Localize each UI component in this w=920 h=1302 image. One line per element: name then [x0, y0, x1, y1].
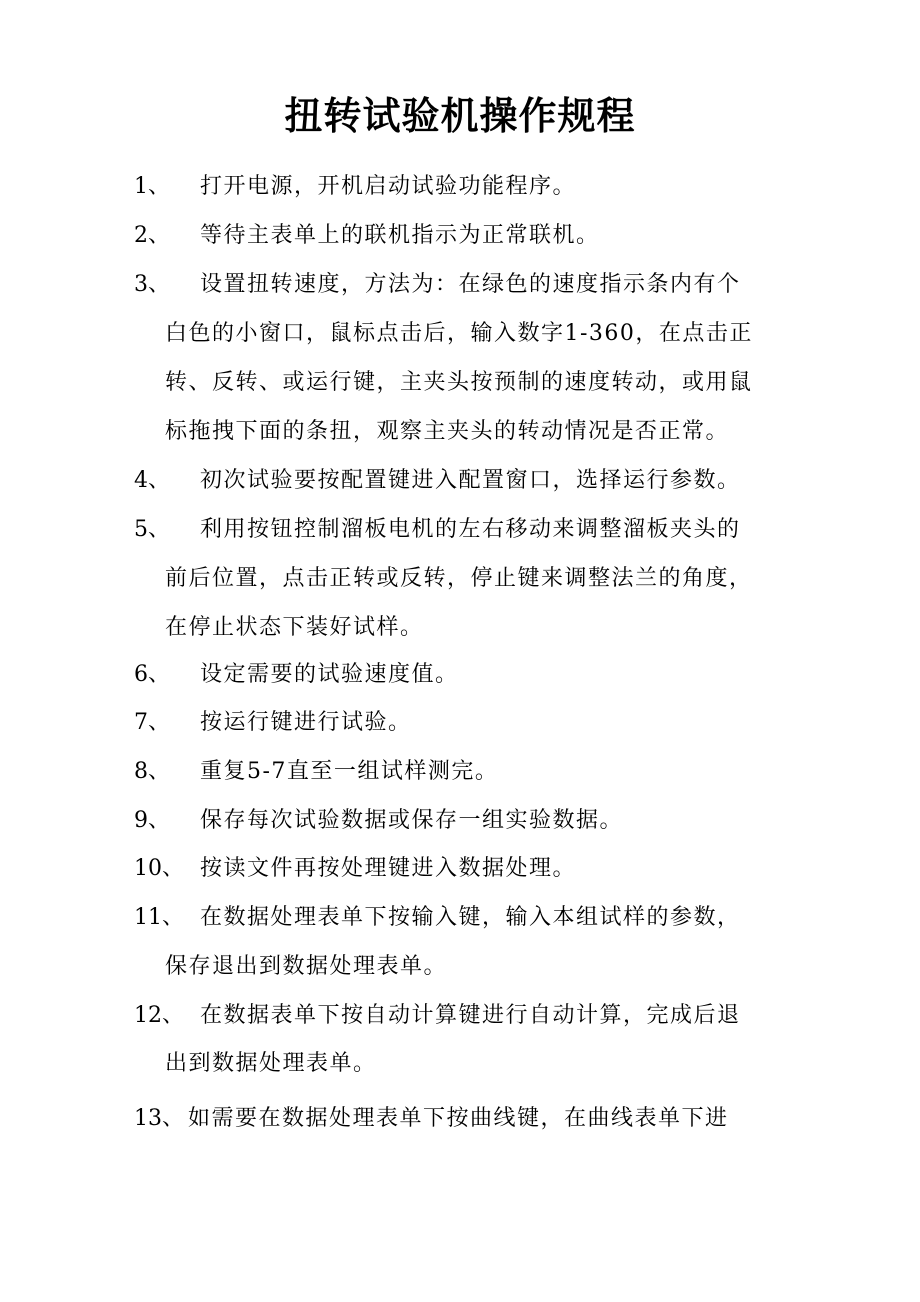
step-text: 打开电源，开机启动试验功能程序。 — [200, 174, 577, 199]
step-text: 白色的小窗口，鼠标点击后，输入数字1-360，在点击正 — [165, 321, 753, 346]
step-text: 等待主表单上的联机指示为正常联机。 — [200, 223, 600, 248]
step-text: 前后位置，点击正转或反转，停止键来调整法兰的角度， — [165, 566, 753, 591]
step-text: 在数据表单下按自动计算键进行自动计算，完成后退 — [200, 1003, 741, 1028]
step-text: 保存退出到数据处理表单。 — [165, 954, 448, 979]
step-number: 10、 — [134, 856, 184, 881]
step-text: 在数据处理表单下按输入键，输入本组试样的参数， — [200, 905, 741, 930]
step-text: 标拖拽下面的条扭，观察主夹头的转动情况是否正常。 — [165, 419, 730, 444]
step-text: 保存每次试验数据或保存一组实验数据。 — [200, 808, 624, 833]
step-number: 9、 — [134, 808, 170, 833]
document-title: 扭转试验机操作规程 — [284, 94, 636, 138]
step-text: 按运行键进行试验。 — [200, 710, 412, 735]
step-text: 如需要在数据处理表单下按曲线键，在曲线表单下进 — [188, 1106, 729, 1131]
step-number: 3、 — [134, 272, 170, 297]
step-text: 重复5-7直至一组试样测完。 — [200, 759, 499, 784]
step-text: 转、反转、或运行键，主夹头按预制的速度转动，或用鼠 — [165, 370, 753, 395]
step-text: 按读文件再按处理键进入数据处理。 — [200, 856, 577, 881]
step-number: 8、 — [134, 759, 170, 784]
step-text: 出到数据处理表单。 — [165, 1051, 377, 1076]
step-text: 在停止状态下装好试样。 — [165, 615, 424, 640]
step-number: 5、 — [134, 517, 170, 542]
step-number: 6、 — [134, 662, 170, 687]
step-number: 7、 — [134, 710, 170, 735]
step-text: 利用按钮控制溜板电机的左右移动来调整溜板夹头的 — [200, 517, 741, 542]
step-text: 设定需要的试验速度值。 — [200, 662, 459, 687]
step-number: 4、 — [134, 468, 170, 493]
step-number: 2、 — [134, 223, 170, 248]
step-text: 设置扭转速度，方法为：在绿色的速度指示条内有个 — [200, 272, 741, 297]
step-text: 初次试验要按配置键进入配置窗口，选择运行参数。 — [200, 468, 741, 493]
step-number: 13、 — [134, 1106, 184, 1131]
step-number: 11、 — [134, 905, 184, 930]
step-number: 1、 — [134, 174, 170, 199]
step-number: 12、 — [134, 1003, 184, 1028]
